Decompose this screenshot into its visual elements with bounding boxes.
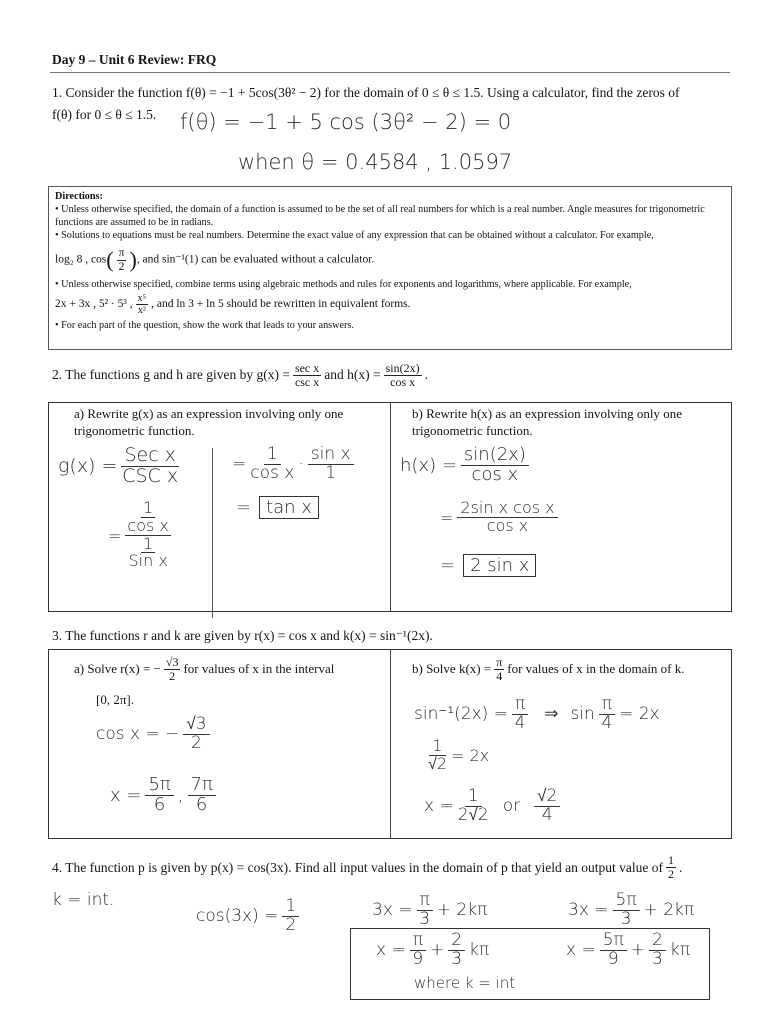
- q2a-g-den: CSC x: [122, 464, 179, 487]
- q3a-den: 2: [169, 669, 176, 684]
- q2-g-den: csc x: [294, 375, 320, 390]
- example2-part-b: , and ln 3 + ln 5 should be rewritten in equivalent forms.: [151, 298, 411, 311]
- q2b-answer: [440, 554, 536, 577]
- q2b-eq3: =: [440, 555, 456, 576]
- q3a-post: for values of x in the interval: [183, 661, 335, 677]
- q3a-eq-den: 2: [191, 732, 202, 753]
- q3b-num: π: [496, 655, 503, 669]
- q3b-pre: b) Solve k(x) =: [412, 661, 492, 677]
- q2a-big-top-num: 1: [143, 498, 154, 517]
- q3a-comma: ,: [177, 784, 184, 806]
- q4-work-cos: [196, 898, 303, 935]
- q4-e2-den: 3: [620, 908, 632, 929]
- q3b-l3-num2: √2: [534, 788, 560, 807]
- example2-den: x²: [137, 305, 146, 317]
- q2a-work-line3: = 1 cos x 1 Sin x: [108, 498, 169, 571]
- q2a-boxed-answer: tan x: [259, 496, 319, 519]
- q2a-big-bot-den: Sin x: [128, 551, 168, 571]
- q4-a1-lhs: x =: [376, 940, 406, 961]
- q3b-work-line1: [414, 696, 660, 733]
- q4-work-eq2: [568, 892, 694, 929]
- q2b-eq2: =: [440, 507, 454, 527]
- q4-half-num: 1: [668, 853, 675, 867]
- q2-end: .: [424, 366, 428, 382]
- q4-cos-num: 1: [282, 898, 299, 917]
- q4-work-eq1: [372, 892, 487, 929]
- q4-a1-rest: kπ: [469, 940, 490, 961]
- q3a-work-line1: [96, 716, 214, 753]
- q3b-l3-num: 1: [465, 788, 482, 807]
- q1-handwritten-zeros: when θ = 0.4584 , 1.0597: [238, 150, 513, 174]
- q3b-l3-den2: 4: [541, 804, 553, 825]
- q3b-or: or: [502, 796, 521, 817]
- q3a-prompt: [74, 656, 374, 683]
- q4-a2-den: 9: [607, 948, 619, 969]
- page-title: Day 9 – Unit 6 Review: FRQ: [52, 52, 217, 67]
- q2b-num2: 2sin x cos x: [457, 500, 557, 518]
- q3b-l2-rest: = 2x: [450, 745, 490, 765]
- q3a-s1-num: 5π: [145, 776, 173, 796]
- q3b-l1-b: sin: [570, 704, 595, 725]
- q4-e1-rest: + 2kπ: [436, 900, 488, 921]
- q3a-pre: a) Solve r(x) = −: [74, 661, 161, 677]
- q4-answer-2: [566, 932, 690, 969]
- q4-a1-knum: 2: [448, 932, 465, 951]
- q2-g-num: sec x: [294, 361, 320, 375]
- directions-box: [48, 186, 732, 350]
- directions-example-2: [55, 293, 725, 316]
- q4-a1-den: 9: [412, 948, 424, 969]
- q3b-l1-c: = 2x: [619, 704, 660, 725]
- q4-k-note: k = int.: [52, 890, 115, 910]
- q2a-dot: ·: [298, 454, 304, 475]
- directions-bullet-1: • Unless otherwise specified, the domain of a function is assumed to be the set of all real numbers for which is a real number. Angle measures for trigonometric functions are assumed to be in radians.: [55, 204, 705, 229]
- q3a-s2-den: 6: [195, 793, 208, 815]
- q2b-lhs: h(x) =: [400, 454, 457, 476]
- q4-end: .: [679, 859, 683, 875]
- q3b-l2-den: √2: [428, 753, 447, 773]
- example1-part-b: , and sin⁻¹(1) can be evaluated without a calculator.: [136, 253, 375, 266]
- q3a-s1-den: 6: [153, 793, 166, 815]
- q2a-work-divider: [212, 448, 213, 618]
- q2a-big-top-den: cos x: [127, 515, 169, 535]
- q4-a2-num: 5π: [600, 932, 627, 951]
- q4-e1-den: 3: [419, 908, 431, 929]
- q2a-eq1: =: [232, 454, 247, 475]
- q3b-prompt: [412, 656, 730, 683]
- directions-bullet-2: • Solutions to equations must be real numbers. Determine the exact value of any expression that can be obtained without a calculator. For example,: [55, 230, 654, 242]
- example1-den: 2: [118, 260, 125, 273]
- q2b-boxed-answer: 2 sin x: [463, 554, 536, 577]
- q3b-post: for values of x in the domain of k.: [507, 661, 685, 677]
- q4-e2-lhs: 3x =: [568, 900, 609, 921]
- q2a-eq3: =: [236, 497, 252, 518]
- directions-bullet-4: • For each part of the question, show the work that leads to your answers.: [55, 320, 354, 332]
- q2-divider: [390, 402, 391, 612]
- q4-a2-lhs: x =: [566, 940, 596, 961]
- q3b-work-line2: [424, 738, 489, 773]
- q3b-l1-a: sin⁻¹(2x) =: [414, 704, 508, 725]
- q3a-work-line2: [110, 776, 220, 815]
- q3-text: 3. The functions r and k are given by r(x) = cos x and k(x) = sin⁻¹(2x).: [52, 628, 433, 643]
- q2b-den2: cos x: [486, 515, 529, 535]
- q3b-arrow: ⇒: [544, 704, 559, 725]
- q4-cos-den: 2: [285, 914, 297, 935]
- example2-part-a: 2x + 3x , 5² · 5³ ,: [55, 298, 133, 311]
- q3b-l2-num: 1: [429, 738, 445, 756]
- q4-text: [52, 854, 682, 881]
- q4-e2-rest: + 2kπ: [643, 900, 695, 921]
- directions-bullet-3: • Unless otherwise specified, combine terms using algebraic methods and rules for exponents and logarithms, where applicable. For example,: [55, 279, 632, 291]
- q3a-interval: [0, 2π].: [96, 692, 134, 707]
- q2a-big-bot-num: 1: [143, 533, 154, 553]
- q3b-l1-den2: 4: [601, 712, 613, 733]
- directions-example-1: log₂ 8 , cos( $\frac{\pi}{2}$ ), and sin⁻¹(1) can be evaluated without a calculator.: [55, 247, 375, 273]
- title-rule: [50, 72, 730, 73]
- q3b-den: 4: [496, 669, 503, 684]
- q2b-work-line1: [400, 446, 533, 485]
- q1-handwritten-equation: f(θ) = −1 + 5 cos (3θ² − 2) = 0: [180, 110, 512, 134]
- q3a-eq-num: √3: [183, 716, 209, 735]
- q3-divider: [390, 649, 391, 839]
- q4-a2-knum: 2: [649, 932, 666, 951]
- q4-a2-rest: kπ: [669, 940, 690, 961]
- q4-lead: 4. The function p is given by p(x) = cos(3x). Find all input values in the domain of p that yield an output value of: [52, 859, 664, 875]
- q4-e1-num: π: [417, 892, 433, 911]
- q2a-answer: [236, 496, 319, 519]
- q2a-f2-den: 1: [325, 462, 337, 483]
- q4-a2-plus: +: [630, 940, 646, 961]
- q2a-prompt: a) Rewrite g(x) as an expression involving only one trigonometric function.: [74, 406, 344, 438]
- q3b-l3-den: 2√2: [457, 804, 489, 825]
- q1-text: [52, 84, 732, 102]
- q3b-l1-den: 4: [514, 712, 526, 733]
- q2-lead: 2. The functions g and h are given by g(x) =: [52, 366, 290, 382]
- q2a-work-line1: [58, 446, 183, 487]
- q2b-work-line2: [440, 500, 562, 535]
- q2-h-den: cos x: [390, 375, 416, 390]
- q4-a1-num: π: [410, 932, 426, 951]
- q4-answer-1: [376, 932, 489, 969]
- q4-cos-eq: cos(3x) =: [196, 906, 279, 927]
- q4-a1-kden: 3: [451, 948, 463, 969]
- example2-num: x⁵: [137, 293, 147, 305]
- q2a-g-lhs: g(x) =: [58, 455, 118, 478]
- q2-text: [52, 362, 428, 389]
- directions-heading: Directions:: [55, 191, 103, 202]
- q4-e1-lhs: 3x =: [372, 900, 413, 921]
- example1-num: π: [118, 247, 125, 260]
- q2-h-num: sin(2x): [385, 361, 420, 375]
- q4-e2-num: 5π: [613, 892, 640, 911]
- q3a-x-lhs: x =: [110, 784, 142, 806]
- q2a-work-line2: [232, 446, 358, 483]
- q3a-num: √3: [165, 655, 179, 669]
- q4-where-note: where k = int: [414, 974, 516, 992]
- q2a-g-num: Sec x: [121, 446, 178, 467]
- q2-mid: and h(x) =: [324, 366, 381, 382]
- q3b-l1-num2: π: [599, 696, 615, 715]
- q3b-l1-num: π: [512, 696, 528, 715]
- q4-a1-plus: +: [429, 940, 445, 961]
- q2a-f1-den: cos x: [250, 462, 295, 483]
- q3b-l3-lhs: x =: [424, 796, 454, 817]
- q2b-prompt: b) Rewrite h(x) as an expression involving only one trigonometric function.: [412, 406, 683, 438]
- q2a-f2-num: sin x: [308, 446, 354, 465]
- q1-line2: f(θ) for 0 ≤ θ ≤ 1.5.: [52, 107, 157, 122]
- q3a-eq-lhs: cos x = −: [96, 724, 180, 745]
- q3b-work-line3: [424, 788, 564, 825]
- q4-a2-kden: 3: [652, 948, 663, 969]
- q2b-num1: sin(2x): [461, 446, 529, 466]
- q1-line1: 1. Consider the function f(θ) = −1 + 5cos(3θ² − 2) for the domain of 0 ≤ θ ≤ 1.5. Using a calculator, find the zeros of: [52, 85, 680, 100]
- q4-half-den: 2: [668, 867, 675, 882]
- q2b-den1: cos x: [471, 463, 519, 485]
- q2a-f1-num: 1: [264, 446, 281, 465]
- q3a-s2-num: 7π: [188, 776, 216, 796]
- example1-part-a: log₂ 8 , cos: [55, 253, 107, 266]
